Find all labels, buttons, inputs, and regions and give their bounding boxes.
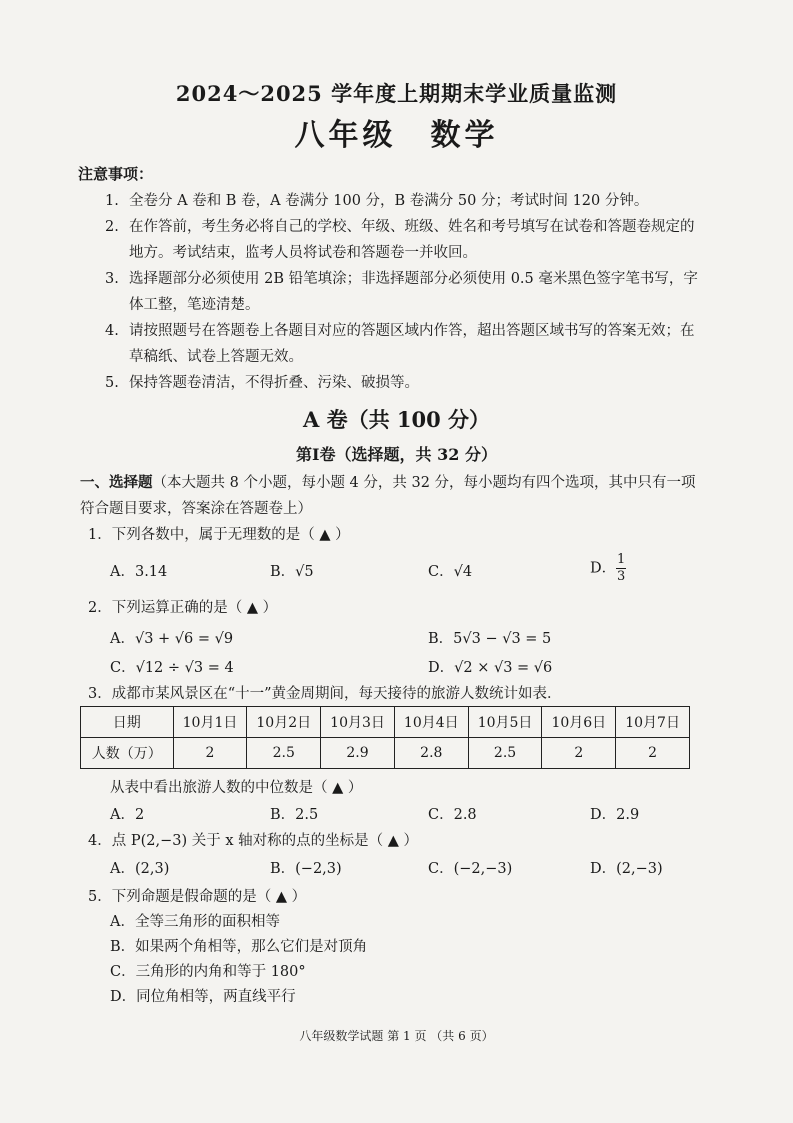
notice-item (105, 188, 705, 214)
part1-title: 第Ⅰ卷（选择题，共 32 分） (296, 445, 497, 464)
q5-stem: 5．下列命题是假命题的是（ ▲ ） (88, 889, 307, 905)
table-cell: 10月3日 (321, 707, 395, 738)
notice-text: 在作答前，考生务必将自己的学校、年级、班级、姓名和考号填写在试卷和答题卷规定的地方。考试结束，监考人员将试卷和答题卷一并收回。 (129, 219, 695, 261)
q2-option-d: D．√2 × √3 = √6 (428, 660, 553, 676)
table-cell: 2.9 (321, 738, 395, 769)
tourist-table (80, 706, 690, 769)
q3-stem: 3．成都市某风景区在“十一”黄金周期间，每天接待的旅游人数统计如表． (88, 686, 562, 702)
q4-option-b: B．(−2,3) (270, 861, 342, 877)
fraction-denominator: 3 (617, 569, 626, 584)
q1-stem: 1．下列各数中，属于无理数的是（ ▲ ） (88, 527, 350, 543)
table-cell: 日期 (81, 707, 174, 738)
table-cell: 2 (616, 738, 690, 769)
table-header-row (81, 707, 690, 738)
table-cell: 10月4日 (394, 707, 468, 738)
q2-stem: 2．下列运算正确的是（ ▲ ） (88, 600, 278, 616)
q4-option-a: A．(2,3) (110, 861, 170, 877)
q1-option-b: B．√5 (270, 564, 314, 580)
table-cell: 2.5 (247, 738, 321, 769)
q3-option-d: D．2.9 (590, 807, 640, 823)
q3-option-c: C．2.8 (428, 807, 477, 823)
exam-subject-title: 八年级 数学 (294, 118, 499, 153)
notice-item (105, 266, 705, 318)
notice-item (105, 370, 705, 396)
part-description: （本大题共 8 个小题，每小题 4 分，共 32 分，每小题均有四个选项，其中只有一项符合题目要求，答案涂在答题卷上） (80, 475, 696, 517)
q3-option-a: A．2 (110, 807, 145, 823)
notice-text: 保持答题卷清洁，不得折叠、污染、破损等。 (129, 375, 419, 391)
q1-option-d (590, 553, 626, 584)
notice-heading: 注意事项： (78, 165, 154, 183)
notice-number: 5. (105, 375, 119, 391)
fraction-numerator: 1 (617, 552, 626, 567)
q5-option-c: C．三角形的内角和等于 180° (110, 964, 306, 980)
table-cell: 10月1日 (173, 707, 247, 738)
part-label: 一、选择题 (80, 474, 153, 491)
q3-sub-stem: 从表中看出旅游人数的中位数是（ ▲ ） (110, 780, 363, 796)
notice-item (105, 214, 705, 266)
q2-option-a: A．√3 + √6 = √9 (110, 631, 234, 647)
q4-stem: 4．点 P(2,−3) 关于 x 轴对称的点的坐标是（ ▲ ） (88, 833, 418, 849)
notice-number: 2. (105, 219, 119, 235)
table-cell: 2 (173, 738, 247, 769)
q1-option-d-label: D． (590, 560, 617, 577)
notice-item (105, 318, 705, 370)
notice-number: 4. (105, 323, 119, 339)
table-cell: 2 (542, 738, 616, 769)
q2-option-c: C．√12 ÷ √3 = 4 (110, 660, 234, 676)
table-row (81, 738, 690, 769)
q5-option-b: B．如果两个角相等，那么它们是对顶角 (110, 939, 368, 955)
table-cell: 2.8 (394, 738, 468, 769)
table-cell: 人数（万） (81, 738, 174, 769)
notice-text: 请按照题号在答题卷上各题目对应的答题区域内作答，超出答题区域书写的答案无效；在草稿纸、试卷上答题无效。 (129, 323, 695, 365)
table-cell: 10月2日 (247, 707, 321, 738)
notice-list (105, 188, 705, 396)
table-cell: 10月7日 (616, 707, 690, 738)
q5-option-a: A．全等三角形的面积相等 (110, 914, 280, 930)
notice-number: 1. (105, 193, 119, 209)
part-heading (80, 470, 700, 522)
page-footer: 八年级数学试题 第 1 页 （共 6 页） (299, 1029, 494, 1043)
table-cell: 2.5 (468, 738, 542, 769)
fraction (616, 553, 626, 584)
q2-option-b: B．5√3 − √3 = 5 (428, 631, 552, 647)
q3-option-b: B．2.5 (270, 807, 319, 823)
table-cell: 10月5日 (468, 707, 542, 738)
notice-text: 全卷分 A 卷和 B 卷，A 卷满分 100 分，B 卷满分 50 分；考试时间 120 分钟。 (129, 193, 649, 209)
q4-option-d: D．(2,−3) (590, 861, 663, 877)
notice-number: 3. (105, 271, 119, 287)
section-a-title: A 卷（共 100 分） (302, 407, 491, 432)
exam-title: 2024～2025 学年度上期期末学业质量监测 (175, 81, 618, 106)
q1-option-a: A．3.14 (110, 564, 168, 580)
q5-option-d: D．同位角相等，两直线平行 (110, 989, 296, 1005)
table-cell: 10月6日 (542, 707, 616, 738)
q1-option-c: C．√4 (428, 564, 473, 580)
notice-text: 选择题部分必须使用 2B 铅笔填涂；非选择题部分必须使用 0.5 毫米黑色签字笔书写，字体工整，笔迹清楚。 (129, 271, 698, 313)
q4-option-c: C．(−2,−3) (428, 861, 513, 877)
